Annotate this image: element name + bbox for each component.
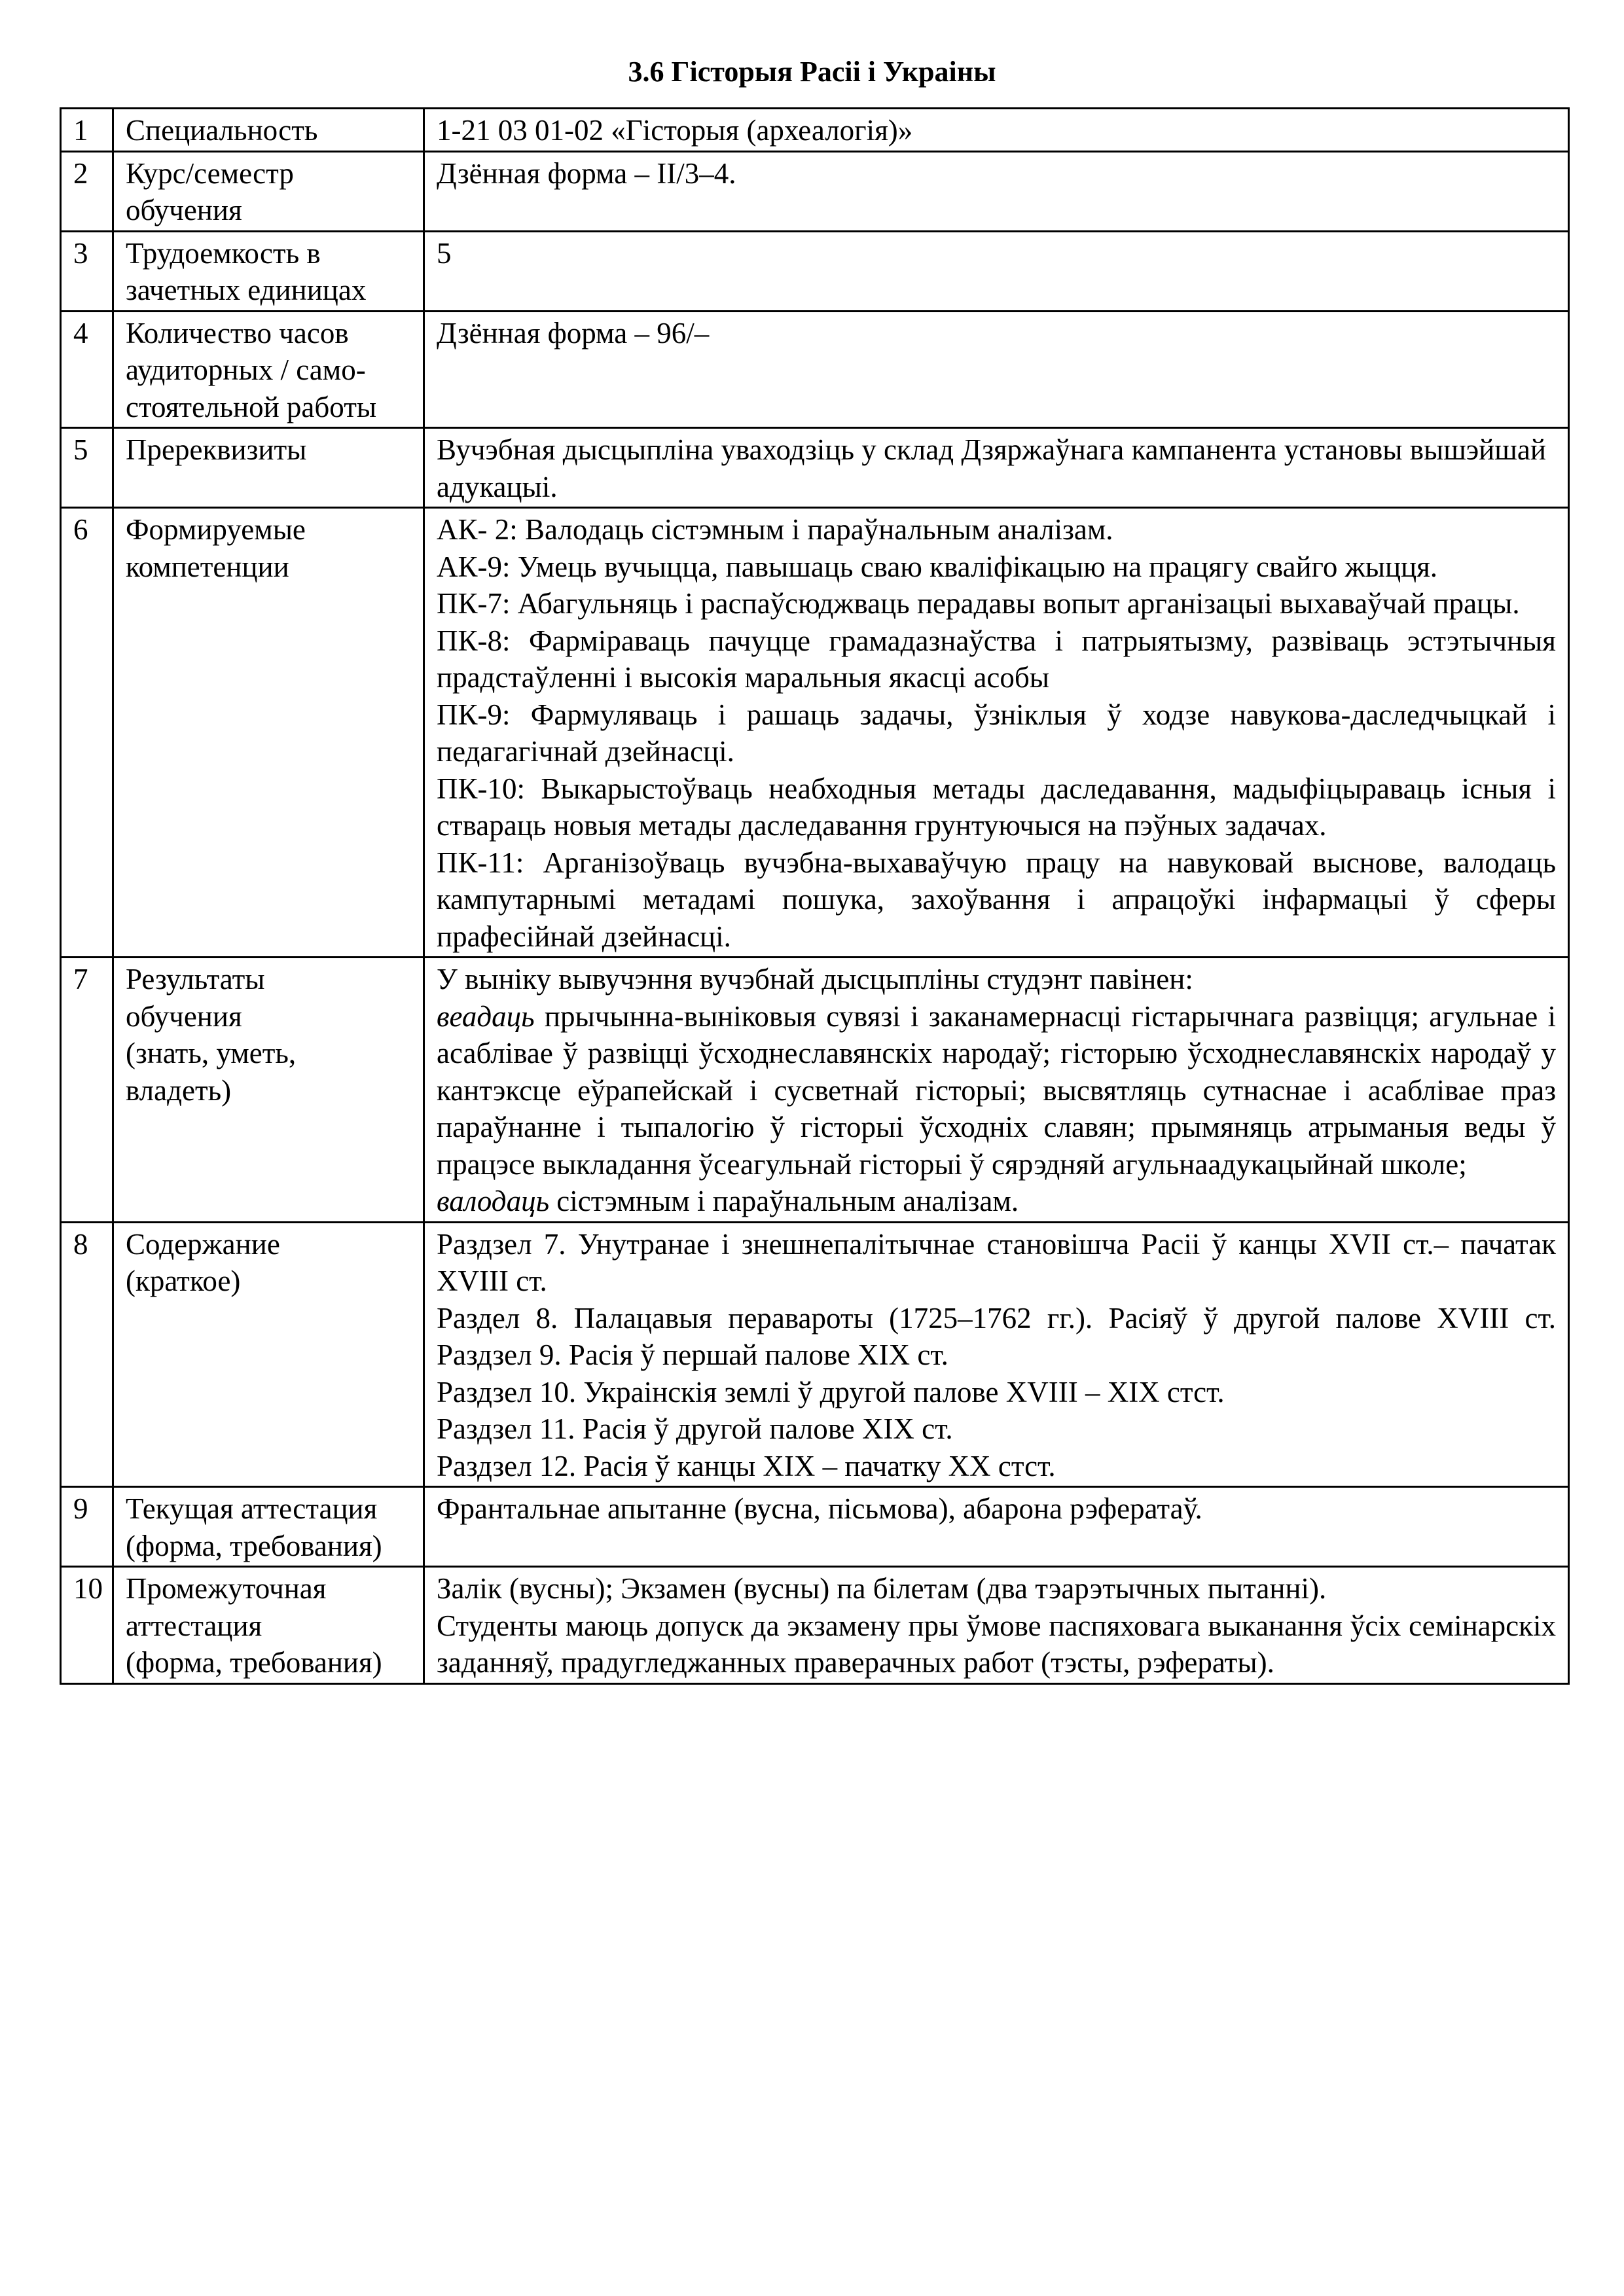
- table-row: [61, 151, 1569, 231]
- table-row: [61, 1567, 1569, 1684]
- row-label-line: Трудоемкость в: [126, 236, 321, 270]
- row-label-line: владеть): [126, 1073, 232, 1107]
- row-label: [113, 958, 424, 1223]
- row-value: [424, 508, 1569, 958]
- row-number: 4: [61, 311, 113, 428]
- row-value-paragraph: Залік (вусны); Экзамен (вусны) па білетам (два тэарэтычных пытанні).: [437, 1572, 1327, 1605]
- row-number: 7: [61, 958, 113, 1223]
- row-label-line: Курс/семестр: [126, 156, 294, 190]
- competence-ak-2: АК- 2: Валодаць сістэмным і параўнальным аналізам.: [437, 513, 1113, 546]
- competence-pk-9: ПК-9: Фармуляваць і рашаць задачы, ўзніклыя ў ходзе навукова-даследчыцкай і педагагічнай дзейнасці.: [437, 698, 1556, 768]
- row-value-paragraph: 5: [437, 236, 452, 270]
- outcomes-know-text: прычынна-выніковыя сувязі і заканамернасці гістарычнага развіцця; агульнае і асаблівае ў развіцці ўсходнеславянскіх народаў; гісторыю ўсходнеславянскіх народаў у кантэксце еўрапейскай і сусветнай гісторыі; высвятляць сутнаснае і асаблівае праз параўнанне і тыпалогію ў гісторыі ўсходніх славян; прымяняць атрыманыя веды ў працэсе выкладання ўсеагульнай гісторыі ў сярэдняй агульнаадукацыйнай школе;: [437, 999, 1556, 1181]
- row-label-line: аттестация: [126, 1609, 262, 1642]
- row-value-paragraph: Франтальнае апытанне (вусна, пісьмова), абарона рэфератаў.: [437, 1492, 1202, 1525]
- row-label: [113, 151, 424, 231]
- table-row: [61, 109, 1569, 152]
- row-label: [113, 231, 424, 311]
- table-row: [61, 231, 1569, 311]
- row-value: [424, 151, 1569, 231]
- row-label: [113, 508, 424, 958]
- row-value: [424, 311, 1569, 428]
- row-value-paragraph: 1-21 03 01-02 «Гісторыя (археалогія)»: [437, 114, 913, 147]
- row-label: [113, 1567, 424, 1684]
- table-row: [61, 958, 1569, 1223]
- content-section-12: Раздзел 12. Расія ў канцы XIX – пачатку XX стст.: [437, 1449, 1056, 1482]
- table-row: [61, 428, 1569, 508]
- row-label-line: Формируемые: [126, 513, 306, 546]
- row-label-line: Специальность: [126, 114, 318, 147]
- content-section-10: Раздзел 10. Украінскія землі ў другой палове XVIII – XIX стст.: [437, 1375, 1225, 1408]
- row-number: 5: [61, 428, 113, 508]
- row-label-line: Промежуточная: [126, 1572, 327, 1605]
- row-label: [113, 109, 424, 152]
- row-label: [113, 1222, 424, 1487]
- row-number: 6: [61, 508, 113, 958]
- row-label-line: Результаты: [126, 963, 265, 996]
- table-row: [61, 1222, 1569, 1487]
- table-row: [61, 311, 1569, 428]
- content-section-8-9: Раздел 8. Палацавыя перавароты (1725–1762 гг.). Расіяў ў другой палове XVIII ст. Раздзел 9. Расія ў першай палове XIX ст.: [437, 1301, 1556, 1371]
- row-label-line: Пререквизиты: [126, 433, 307, 466]
- row-value: [424, 1567, 1569, 1684]
- row-label: [113, 428, 424, 508]
- outcomes-own-keyword: валодаць: [437, 1185, 550, 1217]
- row-label-line: Количество часов: [126, 316, 349, 350]
- row-label-line: компетенции: [126, 550, 289, 583]
- row-label: [113, 1487, 424, 1567]
- row-label-line: обучения: [126, 194, 242, 226]
- page-title: 3.6 Гісторыя Расіі і Украіны: [628, 56, 996, 88]
- row-value: [424, 958, 1569, 1223]
- table-row: [61, 508, 1569, 958]
- row-label-line: (форма, требования): [126, 1529, 382, 1562]
- row-label-line: (форма, требования): [126, 1646, 382, 1679]
- outcomes-know: [437, 998, 1556, 1183]
- table-row: [61, 1487, 1569, 1567]
- row-value: [424, 231, 1569, 311]
- row-number: 9: [61, 1487, 113, 1567]
- row-label-line: аудиторных / само-: [126, 353, 366, 386]
- row-number: 8: [61, 1222, 113, 1487]
- row-number: 3: [61, 231, 113, 311]
- row-number: 10: [61, 1567, 113, 1684]
- row-value-paragraph: Дзённая форма – 96/–: [437, 316, 710, 350]
- row-number: 2: [61, 151, 113, 231]
- outcomes-own-text: сістэмным і параўнальным аналізам.: [549, 1185, 1019, 1217]
- row-number: 1: [61, 109, 113, 152]
- row-label-line: (краткое): [126, 1265, 241, 1297]
- outcomes-own: [437, 1183, 1556, 1220]
- competence-pk-10: ПК-10: Выкарыстоўваць неабходныя метады даследавання, мадыфіцыраваць існыя і ствараць новыя метады даследавання грунтуючыся на пэўных задачах.: [437, 772, 1556, 842]
- row-label-line: Текущая аттестация: [126, 1492, 378, 1525]
- row-label-line: зачетных единицах: [126, 274, 367, 306]
- outcomes-intro: У выніку вывучэння вучэбнай дысцыпліны студэнт павінен:: [437, 963, 1193, 996]
- outcomes-know-keyword: веадаць: [437, 999, 535, 1033]
- row-label: [113, 311, 424, 428]
- row-value: [424, 1487, 1569, 1567]
- syllabus-table: [60, 107, 1570, 1685]
- competence-pk-7: ПК-7: Абагульняць і распаўсюджваць перадавы вопыт арганізацыі выхаваўчай працы.: [437, 587, 1520, 620]
- competence-pk-11: ПК-11: Арганізоўваць вучэбна-выхаваўчую працу на навуковай выснове, валодаць кампутарнымі метадамі пошука, захоўвання і апрацоўкі інфармацыі ў сферы прафесійнай дзейнасці.: [437, 846, 1556, 953]
- row-label-line: обучения: [126, 999, 242, 1033]
- row-value: [424, 428, 1569, 508]
- row-label-line: Содержание: [126, 1227, 280, 1261]
- row-value-paragraph: Студенты маюць допуск да экзамену пры ўмове паспяховага выканання ўсіх семінарскіх заданняў, прадугледжанных праверачных работ (тэсты, рэфераты).: [437, 1609, 1556, 1679]
- row-label-line: стоятельной работы: [126, 390, 377, 423]
- row-value: [424, 1222, 1569, 1487]
- content-section-11: Раздзел 11. Расія ў другой палове XIX ст.: [437, 1412, 953, 1445]
- competence-pk-8: ПК-8: Фарміраваць пачуцце грамадазнаўства і патрыятызму, развіваць эстэтычныя прадстаўленні і высокія маральныя якасці асобы: [437, 624, 1556, 694]
- row-value-paragraph: Дзённая форма – II/3–4.: [437, 156, 736, 190]
- row-value: [424, 109, 1569, 152]
- row-value-paragraph: Вучэбная дысцыпліна уваходзіць у склад Дзяржаўнага кампанента установы вышэйшай адукацыі.: [437, 433, 1546, 503]
- competence-ak-9: АК-9: Умець вучыцца, павышаць сваю кваліфікацыю на працягу свайго жыцця.: [437, 550, 1438, 583]
- content-section-7: Раздзел 7. Унутранае і знешнепалітычнае становішча Расіі ў канцы XVII ст.– пачатак XVIII ст.: [437, 1227, 1556, 1297]
- row-label-line: (знать, уметь,: [126, 1037, 297, 1069]
